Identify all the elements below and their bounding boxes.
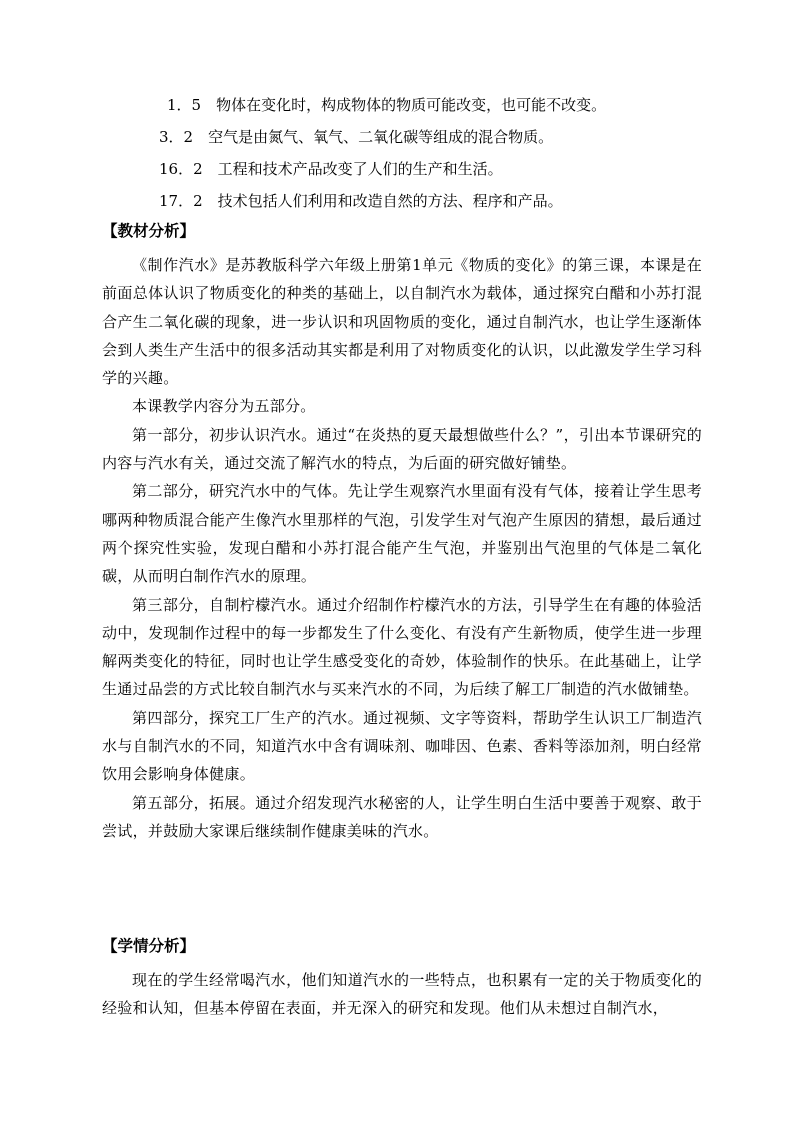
paragraph: 《制作汽水》是苏教版科学六年级上册第1单元《物质的变化》的第三课，本课是在前面总体认识了物质变化的种类的基础上，以自制汽水为载体，通过探究白醋和小苏打混合产生二氧化碳的现象，进一步认识和巩固物质的变化，通过自制汽水，也让学生逐渐体会到人类生产生活中的很多活动其实都是利用了对物质变化的认识，以此激发学生学习科学的兴趣。 bbox=[102, 256, 702, 388]
standard-line-4: 17．2 技术包括人们利用和改造自然的方法、程序和产品。 bbox=[159, 192, 563, 210]
section-heading-students: 【学情分析】 bbox=[102, 936, 196, 955]
student-analysis bbox=[102, 966, 702, 1023]
paragraph: 第五部分，拓展。通过介绍发现汽水秘密的人，让学生明白生活中要善于观察、敢于尝试，并鼓励大家课后继续制作健康美味的汽水。 bbox=[102, 793, 702, 840]
paragraph: 第三部分，自制柠檬汽水。通过介绍制作柠檬汽水的方法，引导学生在有趣的体验活动中，发现制作过程中的每一步都发生了什么变化、有没有产生新物质，使学生进一步理解两类变化的特征，同时也让学生感受变化的奇妙，体验制作的快乐。在此基础上，让学生通过品尝的方式比较自制汽水与买来汽水的不同，为后续了解工厂制造的汽水做铺垫。 bbox=[102, 595, 702, 699]
section-heading-textbook: 【教材分析】 bbox=[102, 221, 196, 240]
standard-line-2: 3．2 空气是由氮气、氧气、二氧化碳等组成的混合物质。 bbox=[159, 128, 554, 146]
paragraph: 本课教学内容分为五部分。 bbox=[132, 397, 316, 416]
standard-line-1: 1．5 物体在变化时，构成物体的物质可能改变，也可能不改变。 bbox=[167, 96, 607, 114]
paragraph: 第二部分，研究汽水中的气体。先让学生观察汽水里面有没有气体，接着让学生思考哪两种物质混合能产生像汽水里那样的气泡，引发学生对气泡产生原因的猜想，最后通过两个探究性实验，发现白醋和小苏打混合能产生气泡，并鉴别出气泡里的气体是二氧化碳，从而明白制作汽水的原理。 bbox=[102, 482, 702, 586]
paragraph: 现在的学生经常喝汽水，他们知道汽水的一些特点，也积累有一定的关于物质变化的经验和认知，但基本停留在表面，并无深入的研究和发现。他们从未想过自制汽水， bbox=[102, 971, 702, 1018]
paragraph: 第四部分，探究工厂生产的汽水。通过视频、文字等资料，帮助学生认识工厂制造汽水与自制汽水的不同，知道汽水中含有调味剂、咖啡因、色素、香料等添加剂，明白经常饮用会影响身体健康。 bbox=[102, 708, 702, 784]
textbook-analysis bbox=[102, 251, 702, 845]
standard-line-3: 16．2 工程和技术产品改变了人们的生产和生活。 bbox=[159, 160, 503, 178]
paragraph: 第一部分，初步认识汽水。通过“在炎热的夏天最想做些什么？”，引出本节课研究的内容与汽水有关，通过交流了解汽水的特点，为后面的研究做好铺垫。 bbox=[102, 425, 702, 473]
